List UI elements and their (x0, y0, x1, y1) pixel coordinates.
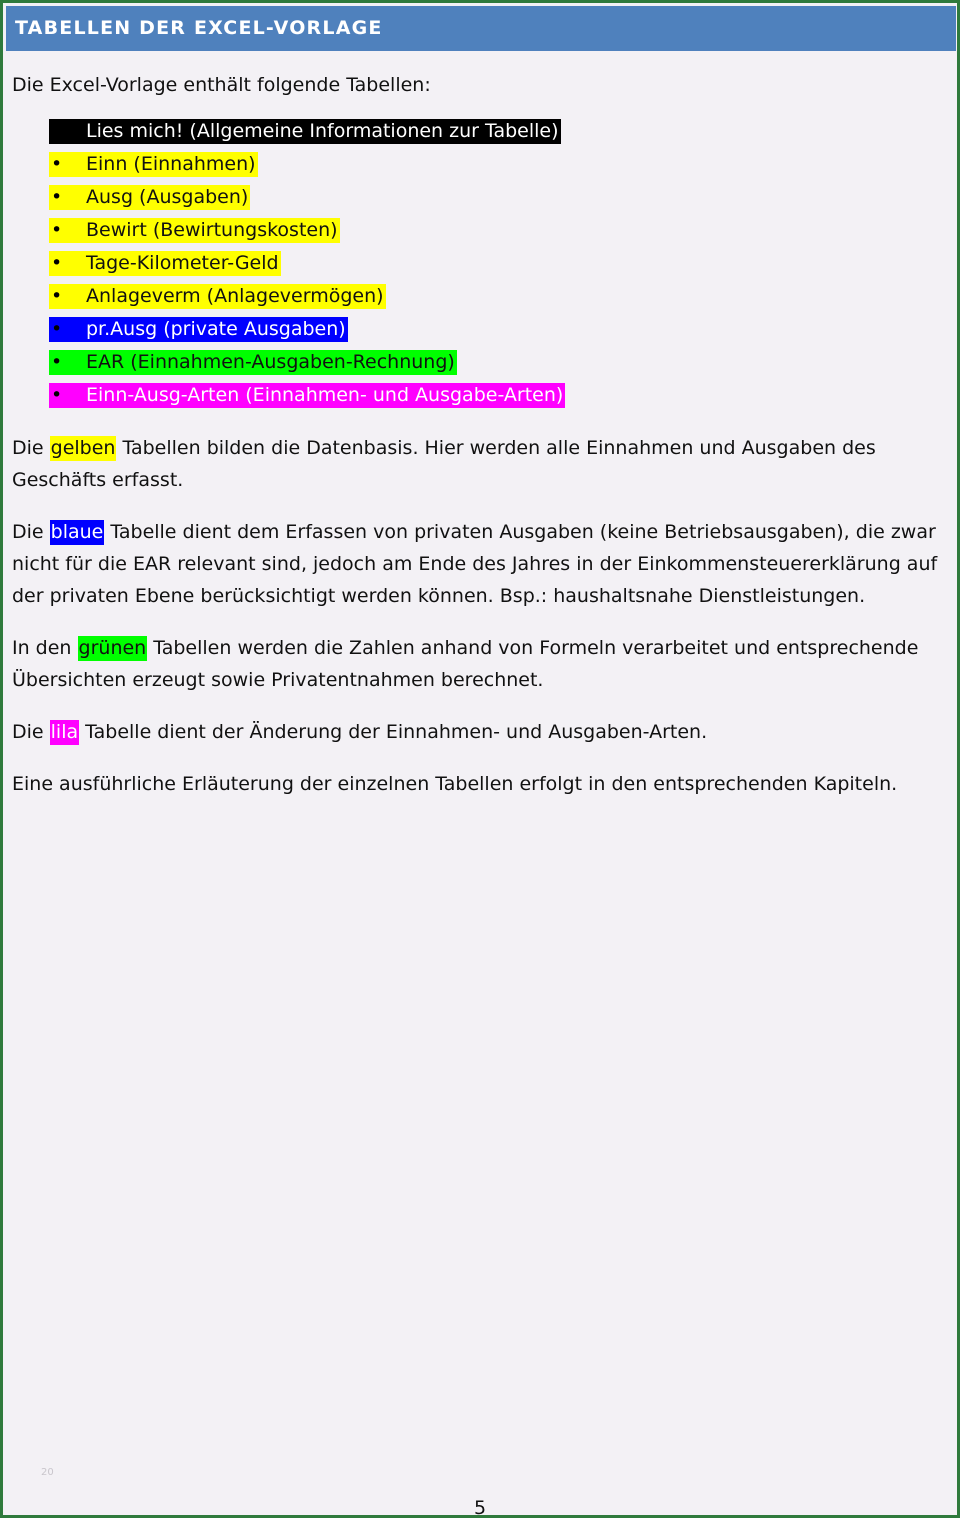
footer-mark: 20 (41, 1467, 54, 1478)
table-list-item (49, 214, 947, 247)
table-list-item (49, 346, 947, 379)
highlight-lila: lila (50, 721, 79, 743)
table-list-item (49, 115, 947, 148)
bullet-icon: • (51, 186, 63, 208)
table-list-label: Bewirt (Bewirtungskosten) (86, 219, 338, 241)
table-list-label: Anlageverm (Anlagevermögen) (86, 285, 384, 307)
paragraph-green-pre: In den (12, 637, 78, 659)
bullet-icon: • (51, 351, 63, 373)
paragraph-yellow-post: Tabellen bilden die Datenbasis. Hier werden alle Einnahmen und Ausgaben des Geschäfts erfasst. (12, 437, 876, 491)
table-list-label: pr.Ausg (private Ausgaben) (86, 318, 346, 340)
table-list-highlight (49, 218, 340, 243)
paragraph-blue-table (12, 516, 947, 612)
table-list-highlight (49, 350, 457, 375)
table-list-item (49, 280, 947, 313)
table-list-label: Tage-Kilometer-Geld (86, 252, 279, 274)
paragraph-purple-pre: Die (12, 721, 50, 743)
table-list-item (49, 379, 947, 412)
bullet-icon: • (51, 120, 63, 142)
bullet-icon: • (51, 285, 63, 307)
bullet-icon: • (51, 252, 63, 274)
paragraph-blue-pre: Die (12, 521, 50, 543)
paragraph-blue-post: Tabelle dient dem Erfassen von privaten Ausgaben (keine Betriebsausgaben), die zwar nicht für die EAR relevant sind, jedoch am Ende des Jahres in der Einkommensteuererklärung auf der privaten Ebene berücksichtigt werden können. Bsp.: haushaltsnahe Dienstleistungen. (12, 521, 938, 607)
section-header-bar (6, 6, 956, 51)
paragraph-yellow-pre: Die (12, 437, 50, 459)
closing-paragraph: Eine ausführliche Erläuterung der einzelnen Tabellen erfolgt in den entsprechenden Kapiteln. (12, 773, 898, 795)
paragraph-purple-post: Tabelle dient der Änderung der Einnahmen- und Ausgaben-Arten. (79, 721, 708, 743)
highlight-gelben: gelben (50, 437, 116, 459)
page-number: 5 (473, 1497, 487, 1518)
table-list-highlight (49, 251, 281, 276)
bullet-icon: • (51, 384, 63, 406)
table-list-highlight (49, 317, 348, 342)
bullet-icon: • (51, 153, 63, 175)
paragraph-yellow-tables (12, 432, 947, 496)
intro-text: Die Excel-Vorlage enthält folgende Tabellen: (12, 74, 431, 96)
table-list-label: Einn (Einnahmen) (86, 153, 256, 175)
table-list-highlight (49, 152, 258, 177)
table-list-label: Lies mich! (Allgemeine Informationen zur Tabelle) (86, 120, 559, 142)
document-body (12, 69, 947, 820)
bullet-icon: • (51, 219, 63, 241)
table-list-item (49, 247, 947, 280)
table-list-item (49, 313, 947, 346)
table-list-item (49, 148, 947, 181)
bullet-icon: • (51, 318, 63, 340)
table-list-label: Ausg (Ausgaben) (86, 186, 249, 208)
section-title: TABELLEN DER EXCEL-VORLAGE (15, 17, 383, 39)
table-list-highlight (49, 185, 250, 210)
table-list-highlight (49, 119, 561, 144)
highlight-blaue: blaue (50, 521, 104, 543)
table-list-highlight (49, 284, 386, 309)
table-list-item (49, 181, 947, 214)
table-list-highlight (49, 383, 565, 408)
table-list-label: Einn-Ausg-Arten (Einnahmen- und Ausgabe-Arten) (86, 384, 564, 406)
table-list (49, 115, 947, 412)
paragraph-green-post: Tabellen werden die Zahlen anhand von Formeln verarbeitet und entsprechende Übersichten erzeugt sowie Privatentnahmen berechnet. (12, 637, 919, 691)
paragraph-green-tables (12, 632, 947, 696)
highlight-gruenen: grünen (78, 637, 147, 659)
table-list-label: EAR (Einnahmen-Ausgaben-Rechnung) (86, 351, 455, 373)
paragraph-purple-table (12, 716, 947, 748)
